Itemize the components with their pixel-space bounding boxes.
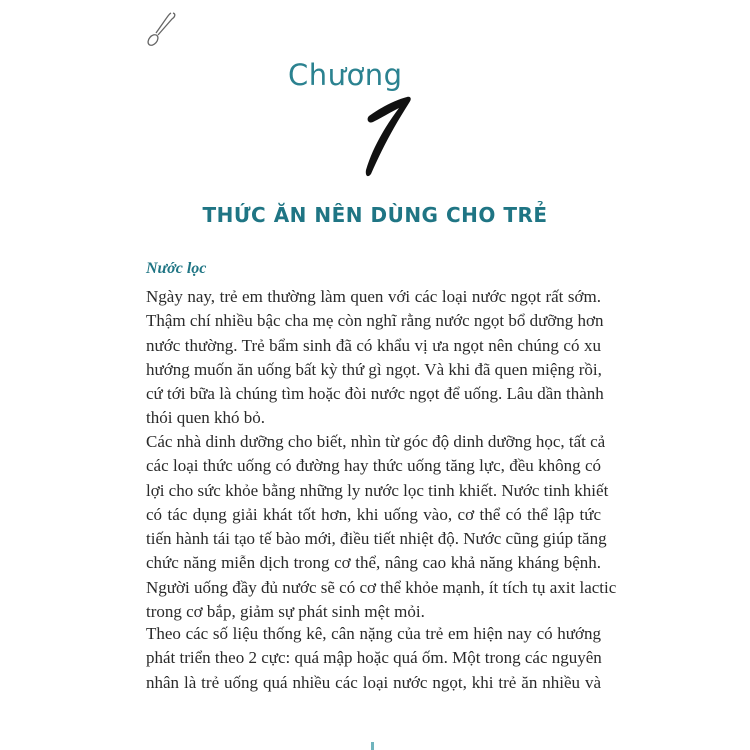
- text-line: phát triển theo 2 cực: quá mập hoặc quá ốm. Một trong các nguyên: [146, 648, 602, 668]
- text-line: Thậm chí nhiều bậc cha mẹ còn nghĩ rằng nước ngọt bổ dưỡng hơn: [146, 311, 604, 331]
- text-line: hướng muốn ăn uống bất kỳ thứ gì ngọt. Và khi đã quen miệng rồi,: [146, 359, 602, 379]
- text-line: nhân là trẻ uống quá nhiều các loại nước ngọt, khi trẻ ăn nhiều và: [146, 672, 601, 692]
- text-line: chức năng miễn dịch trong cơ thể, nâng cao khả năng kháng bệnh.: [146, 553, 601, 573]
- text-line: tiến hành tái tạo tế bào mới, điều tiết nhiệt độ. Nước cũng giúp tăng: [146, 529, 607, 549]
- paragraph-3: [146, 622, 601, 695]
- chapter-title: THỨC ĂN NÊN DÙNG CHO TRẺ: [202, 203, 548, 227]
- paragraph-1: [146, 285, 604, 431]
- chapter-label: Chương: [288, 58, 403, 92]
- chapter-number: [355, 94, 425, 179]
- text-line: lợi cho sức khỏe bằng những ly nước lọc tinh khiết. Nước tinh khiết: [146, 480, 609, 500]
- text-line: nước thường. Trẻ bẩm sinh đã có khẩu vị ưa ngọt nên chúng có xu: [146, 335, 601, 355]
- paragraph-2: [146, 430, 617, 624]
- text-line: Các nhà dinh dưỡng cho biết, nhìn từ góc độ dinh dưỡng học, tất cả: [146, 432, 606, 451]
- text-line: các loại thức uống có đường hay thức uống tăng lực, đều không có: [146, 456, 601, 476]
- text-line: có tác dụng giải khát tốt hơn, khi uống vào, cơ thể có thể lập tức: [146, 504, 601, 524]
- text-line: Người uống đầy đủ nước sẽ có cơ thể khỏe mạnh, ít tích tụ axit lactic: [146, 577, 617, 597]
- text-line: Ngày nay, trẻ em thường làm quen với các loại nước ngọt rất sớm.: [146, 287, 601, 306]
- text-line: cứ tới bữa là chúng tìm hoặc đòi nước ngọt để uống. Lâu dần thành: [146, 384, 604, 404]
- page-number-mark: [371, 742, 374, 750]
- spoon-icon: [140, 10, 180, 50]
- text-line: thói quen khó bỏ.: [146, 408, 265, 428]
- section-heading: Nước lọc: [146, 260, 207, 277]
- text-line: Theo các số liệu thống kê, cân nặng của trẻ em hiện nay có hướng: [146, 624, 601, 643]
- text-line: trong cơ bắp, giảm sự phát sinh mệt mỏi.: [146, 602, 425, 622]
